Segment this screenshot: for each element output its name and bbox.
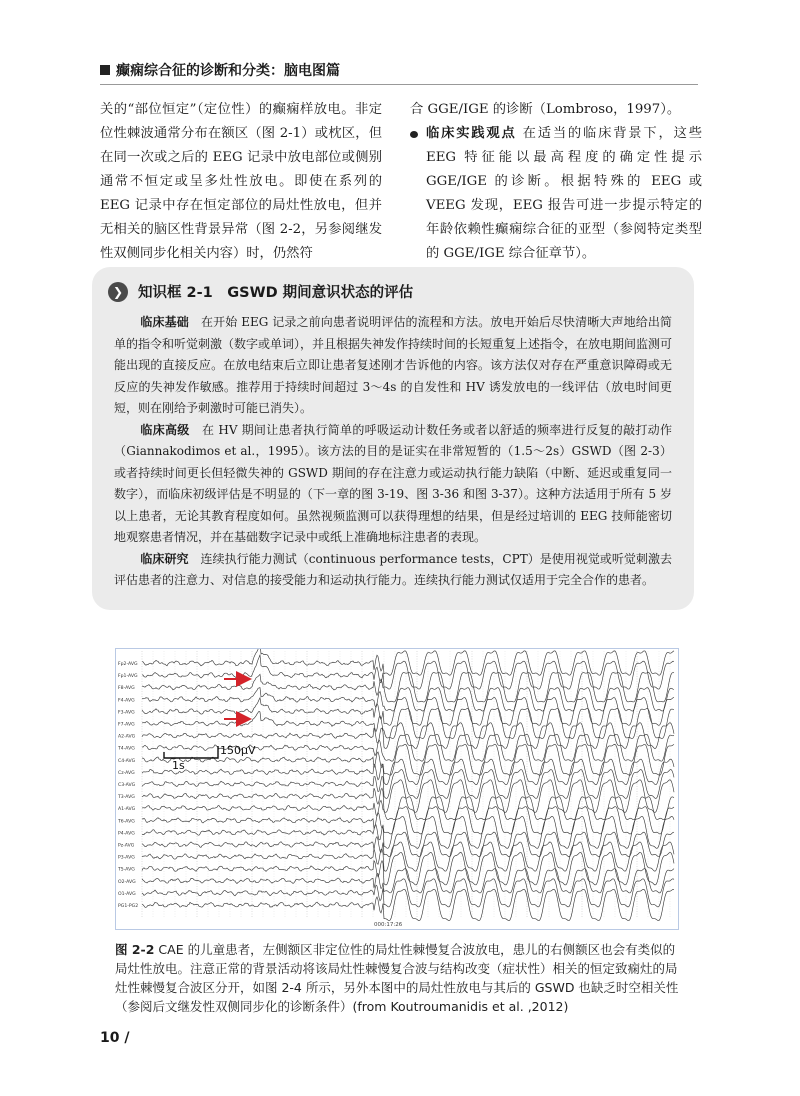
channel-label: F8-AVG [118, 686, 135, 692]
channel-label: Pz-AVG [118, 843, 135, 849]
eeg-timestamp: 000:17:26 [374, 922, 403, 928]
practice-bullet [410, 122, 702, 266]
kbox-section-label: 临床基础 [140, 315, 189, 329]
scale-time-label: 1s [172, 759, 185, 772]
kbox-section-text: 在 HV 期间让患者执行简单的呼吸运动计数任务或者以舒适的频率进行反复的敲打动作（Giannakodimos et al.，1995）。该方法的目的是证实在非常短暂的（1.5～2s）GSWD（图 2-3）或者持续时间更长但轻微失神的 GSWD 期间的存在注意力或运动执行能力缺陷（中断、延迟或重复同一数字），而临床初级评估是不明显的（下一章的图 3-19、图 3-36 和图 3-37）。这种方法适用于所有 5 岁以上患者，无论其教育程度如何。虽然视频监测可以获得理想的结果，但是经过培训的 EEG 技师能密切地观察患者情况，并在基础数字记录中或纸上准确地标注患者的表现。 [114, 422, 672, 544]
square-bullet-icon [100, 65, 110, 75]
eeg-trace [142, 697, 674, 725]
eeg-trace [142, 655, 674, 689]
channel-label: C3-AVG [118, 783, 136, 788]
channel-label: T3-AVG [118, 795, 135, 801]
kbox-section-basic [114, 312, 672, 420]
bullet-text: 在适当的临床背景下，这些 EEG 特征能以最高程度的确定性提示 GGE/IGE 的诊断。根据特殊的 EEG 或 VEEG 发现，EEG 报告可进一步提示特定的年龄依赖性癫痫综合征的亚型（参阅特定类型的 GGE/IGE 综合征章节）。 [426, 126, 703, 261]
left-paragraph: 关的“部位恒定”（定位性）的癫痫样放电。非定位性棘波通常分布在额区（图 2-1）或枕区，但在同一次或之后的 EEG 记录中放电部位或侧别通常不恒定或呈多灶性放电。即使在系列的 EEG 记录中存在恒定部位的局灶性放电，但并无相关的脑区性背景异常（图 2-2，另参阅继发性双侧同步化相关内容）时，仍然符 [100, 102, 382, 261]
caption-label: 图 2-2 [115, 942, 155, 957]
scale-amplitude-label: 150μV [220, 744, 256, 757]
figure-caption [115, 940, 685, 1016]
kbox-section-label: 临床高级 [140, 422, 190, 437]
eeg-trace [142, 852, 674, 885]
right-continuation: 合 GGE/IGE 的诊断（Lombroso，1997）。 [410, 102, 681, 117]
eeg-trace [142, 879, 674, 907]
right-column [410, 98, 702, 266]
section-header [100, 60, 700, 80]
knowledge-box-title: 知识框 2-1 GSWD 期间意识状态的评估 [138, 285, 414, 301]
channel-label: P3-AVG [118, 855, 135, 861]
chevron-right-icon: ❯ [108, 282, 128, 302]
channel-label: P4-AVG [118, 831, 135, 837]
channel-label: Fp2-AVG [118, 662, 138, 668]
channel-label: PG1-PG2 [118, 903, 139, 909]
knowledge-box-header [108, 281, 672, 302]
left-column [100, 98, 382, 266]
bullet-dot-icon [410, 131, 418, 138]
channel-label: A2-AVG [118, 734, 136, 740]
channel-label: F3-AVG [118, 710, 135, 716]
page-number: 10 / [100, 1030, 130, 1046]
eeg-trace-plot [116, 649, 678, 929]
channel-label: F4-AVG [118, 698, 135, 704]
channel-label: Fp1-AVG [118, 674, 138, 680]
eeg-trace [142, 797, 674, 820]
channel-label: T4-AVG [118, 746, 135, 752]
channel-label: C4-AVG [118, 758, 136, 764]
channel-label: O1-AVG [118, 891, 136, 897]
bullet-label: 临床实践观点 [426, 126, 517, 141]
kbox-section-text: 连续执行能力测试（continuous performance tests，CPT）是使用视觉或听觉刺激去评估患者的注意力、对信息的接受能力和运动执行能力。连续执行能力测试仅适用于完全合作的患者。 [114, 551, 672, 587]
channel-label: F7-AVG [118, 722, 135, 728]
kbox-section-advanced [114, 420, 672, 549]
channel-label: T5-AVG [118, 867, 135, 873]
knowledge-box-body [114, 312, 672, 592]
channel-label: T6-AVG [118, 819, 135, 825]
eeg-trace [142, 759, 674, 785]
kbox-section-research [114, 549, 672, 592]
eeg-trace [142, 869, 674, 893]
caption-text: CAE 的儿童患者，左侧额区非定位性的局灶性棘慢复合波放电，患儿的右侧额区也会有类似的局灶性放电。注意正常的背景活动将该局灶性棘慢复合波与结构改变（症状性）相关的恒定致痫灶的局灶性棘慢复合波区分开，如图 2-4 所示，另外本图中的局灶性放电与其后的 GSWD 也缺乏时空相关性（参阅后文继发性双侧同步化的诊断条件）(from Koutroumanidis et al. ,2012) [115, 942, 679, 1014]
eeg-trace [142, 807, 674, 834]
eeg-trace [142, 780, 674, 813]
knowledge-box [92, 267, 694, 610]
channel-label: Cz-AVG [118, 770, 135, 776]
eeg-figure [115, 648, 679, 930]
channel-label: A1-AVG [118, 807, 136, 813]
channel-label: O2-AVG [118, 879, 136, 885]
kbox-section-text: 在开始 EEG 记录之前向患者说明评估的流程和方法。放电开始后尽快清晰大声地给出简单的指令和听觉刺激（数字或单词），并且根据失神发作持续时间的长短重复上述指令，在放电期间监测可能出现的直接反应。在放电结束后立即让患者复述刚才告诉他的内容。该方法仅对存在严重意识障碍或无反应的失神发作敏感。推荐用于持续时间超过 3～4s 的自发性和 HV 诱发放电的一线评估（放电时间更短，则在刚给予刺激时可能已消失）。 [114, 315, 673, 415]
header-divider [100, 84, 698, 85]
kbox-section-label: 临床研究 [140, 551, 189, 566]
section-title: 癫痫综合征的诊断和分类：脑电图篇 [116, 63, 340, 79]
